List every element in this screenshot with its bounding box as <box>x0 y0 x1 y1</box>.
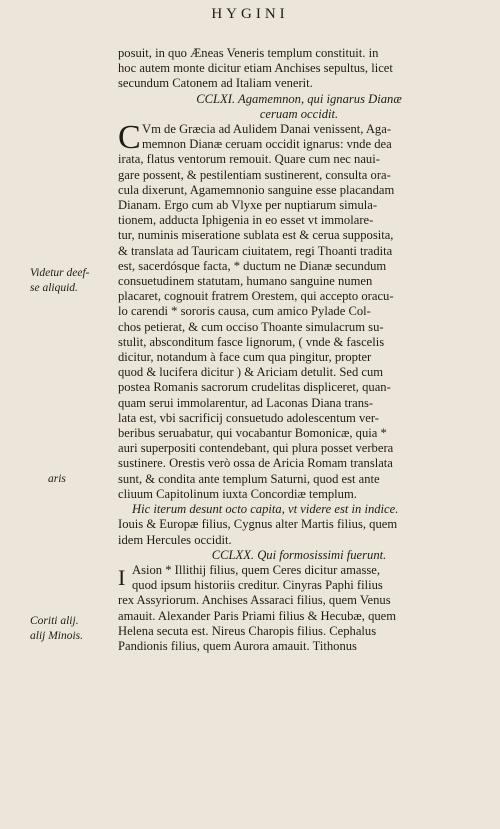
text-line: Vm de Græcia ad Aulidem Danai venissent, Aga- <box>142 122 392 137</box>
text-line: quam serui immolarentur, ad Laconas Diana trans- <box>118 395 374 410</box>
margin-note <box>48 472 132 487</box>
text-line: idem Hercules occidit. <box>118 532 232 547</box>
running-head: HYGINI <box>211 6 289 22</box>
margin-note <box>30 614 114 644</box>
text-line: dicitur, notandum à face cum qua pingitur, propter <box>118 350 372 365</box>
chapter-heading-270: CCLXX. Qui formosissimi fuerunt. <box>211 547 387 562</box>
text-line: irata, flatus ventorum remouit. Quare cum nec naui- <box>118 152 380 167</box>
text-line: Iouis & Europæ filius, Cygnus alter Martis filius, quem <box>118 517 398 532</box>
text-line: & translata ad Tauricam ciuitatem, regi Thoanti tradita <box>118 243 393 258</box>
paragraph-270 <box>118 563 480 654</box>
main-text-column <box>118 46 480 654</box>
text-line: tur, numinis miseratione sublata est & cerua supposita, <box>118 228 394 243</box>
text-line: chos petierat, & cum occiso Thoante simulacrum su- <box>118 319 384 334</box>
text-line: tionem, adducta Iphigenia in eo esset vt immolare- <box>118 213 374 228</box>
text-line: Helena secuta est. Nireus Charopis filius. Cephalus <box>118 623 377 638</box>
text-line: secundum Catonem ad Italiam venerit. <box>118 76 313 91</box>
margin-note-line: aris <box>48 473 66 485</box>
margin-note-line: Videtur deef- <box>30 267 90 279</box>
text-line: Dianam. Ergo cum ab Vlyxe per nuptiarum simula- <box>118 198 378 213</box>
text-line: amauit. Alexander Paris Priami filius & Hecubæ, quem <box>118 608 397 623</box>
margin-note-line: Coriti alij. <box>30 615 79 627</box>
text-line: gare possent, & pestilentiam sustinerent, consulta ora- <box>118 167 391 182</box>
lacuna-note: Hic iterum desunt octo capita, vt videre est in indice. <box>132 502 399 517</box>
text-line: memnon Dianæ ceruam occidit ignarus: vnde dea <box>142 137 392 152</box>
text-line: posuit, in quo Æneas Veneris templum constituit. in <box>118 46 379 60</box>
text-line: Pandionis filius, quem Aurora amauit. Tithonus <box>118 638 357 653</box>
text-line: beribus seruabatur, qui vocabantur Bomonicæ, quia * <box>118 426 387 441</box>
text-line: rex Assyriorum. Anchises Assaraci filius, quem Venus <box>118 593 391 608</box>
text-line: est, sacerdósque facta, * ductum ne Dianæ secundum <box>118 258 387 273</box>
margin-note <box>30 266 114 296</box>
text-line: sustinere. Orestis verò ossa de Aricia Romam translata <box>118 456 393 471</box>
text-line: stulit, absconditum fasce lignorum, ( vnde & fascelis <box>118 334 385 349</box>
text-line: cliuum Capitolinum iuxta Concordiæ templum. <box>118 486 357 501</box>
text-line: hoc autem monte dicitur etiam Anchises sepultus, licet <box>118 61 393 76</box>
text-line: consuetudinem statutam, humano sanguine numen <box>118 274 373 289</box>
margin-note-line: se aliquid. <box>30 282 78 294</box>
chapter-heading-261-cont: ceruam occidit. <box>259 106 339 121</box>
drop-cap: I <box>118 564 126 590</box>
text-line: quod & lucifera dicitur ) & Ariciam detulit. Sed cum <box>118 365 384 380</box>
text-line: auri superpositi contendebant, qui plura posset verbera <box>118 441 394 456</box>
paragraph-261 <box>118 119 480 502</box>
text-line: lo carendi * sororis causa, cum amico Pylade Col- <box>118 304 371 319</box>
text-line: quod ipsum historiis creditur. Cinyras Paphi filius <box>132 578 383 593</box>
text-line: lata est, vbi sacrificij consuetudo adolescentum ver- <box>118 410 379 425</box>
margin-note-line: alij Minois. <box>30 630 84 642</box>
text-line: cula dixerunt, Agamemnonio sanguine esse placandam <box>118 182 395 197</box>
chapter-heading-261: CCLXI. Agamemnon, qui ignarus Dianæ <box>196 91 402 106</box>
drop-cap: C <box>118 119 141 157</box>
text-line: sunt, & condita ante templum Saturni, quod est ante <box>118 471 380 486</box>
text-line: placaret, cognouit fratrem Orestem, qui accepto oracu- <box>118 289 394 304</box>
text-line: postea Romanis sacrorum crudelitas displiceret, quan- <box>118 380 391 395</box>
text-line: Asion * Illithij filius, quem Ceres dicitur amasse, <box>132 562 380 577</box>
